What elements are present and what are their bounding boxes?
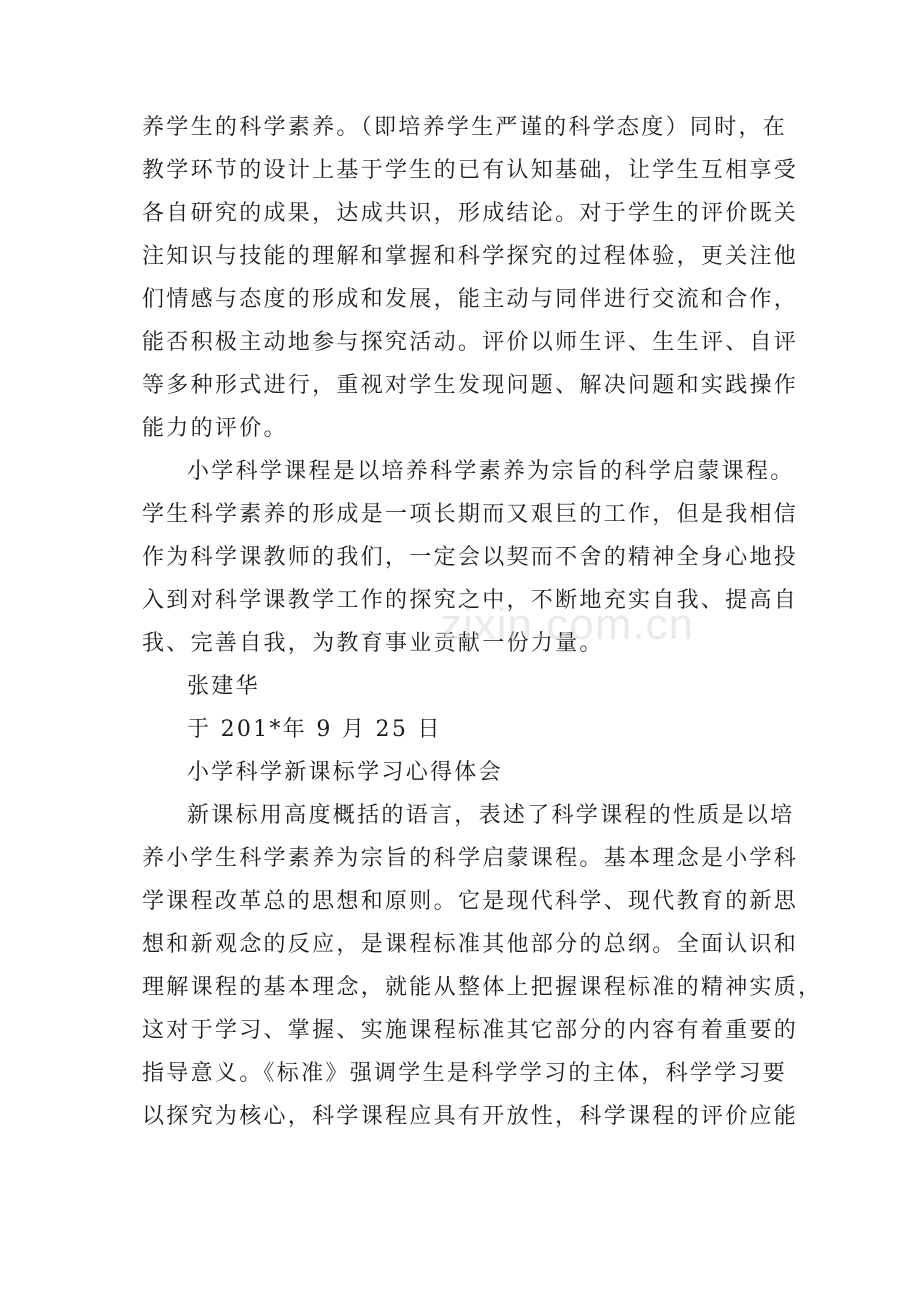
text-line-11: 作为科学课教师的我们，一定会以契而不舍的精神全身心地投 [142,545,799,570]
text-line-22: 这对于学习、掌握、实施课程标准其它部分的内容有着重要的 [142,1018,799,1043]
paragraph-start-line: 小学科学课程是以培养科学素养为宗旨的科学启蒙课程。 [187,459,795,484]
text-line-18: 养小学生科学素养为宗旨的科学启蒙课程。基本理念是小学科 [142,846,799,871]
text-line-1: 养学生的科学素养。（即培养学生严谨的科学态度）同时，在 [142,115,788,140]
text-line-12: 入到对科学课教学工作的探究之中，不断地充实自我、提高自 [142,588,799,613]
author-name: 张建华 [187,674,260,699]
text-line-13: 我、完善自我，为教育事业贡献一份力量。 [142,631,604,656]
text-line-5: 们情感与态度的形成和发展，能主动与同伴进行交流和合作， [142,287,799,312]
watermark: zixin.com.cn [440,600,695,649]
text-line-6: 能否积极主动地参与探究活动。评价以师生评、生生评、自评 [142,330,799,355]
signature-date: 于 201*年 9 月 25 日 [187,717,442,742]
text-line-20: 想和新观念的反应，是课程标准其他部分的总纲。全面认识和 [142,932,799,957]
paragraph-start-line: 新课标用高度概括的语言，表述了科学课程的性质是以培 [187,803,795,828]
text-line-24: 以探究为核心，科学课程应具有开放性，科学课程的评价应能 [142,1104,799,1129]
text-line-21: 理解课程的基本理念，就能从整体上把握课程标准的精神实质， [142,975,823,1000]
text-line-8: 能力的评价。 [142,416,288,441]
text-line-2: 教学环节的设计上基于学生的已有认知基础，让学生互相享受 [142,158,799,183]
text-line-10: 学生科学素养的形成是一项长期而又艰巨的工作，但是我相信 [142,502,799,527]
text-line-23: 指导意义。《标准》强调学生是科学学习的主体，科学学习要 [142,1061,788,1086]
text-line-19: 学课程改革总的思想和原则。它是现代科学、现代教育的新思 [142,889,799,914]
text-line-4: 注知识与技能的理解和掌握和科学探究的过程体验，更关注他 [142,244,799,269]
section-title: 小学科学新课标学习心得体会 [187,760,503,785]
text-line-3: 各自研究的成果，达成共识，形成结论。对于学生的评价既关 [142,201,799,226]
text-line-7: 等多种形式进行，重视对学生发现问题、解决问题和实践操作 [142,373,799,398]
